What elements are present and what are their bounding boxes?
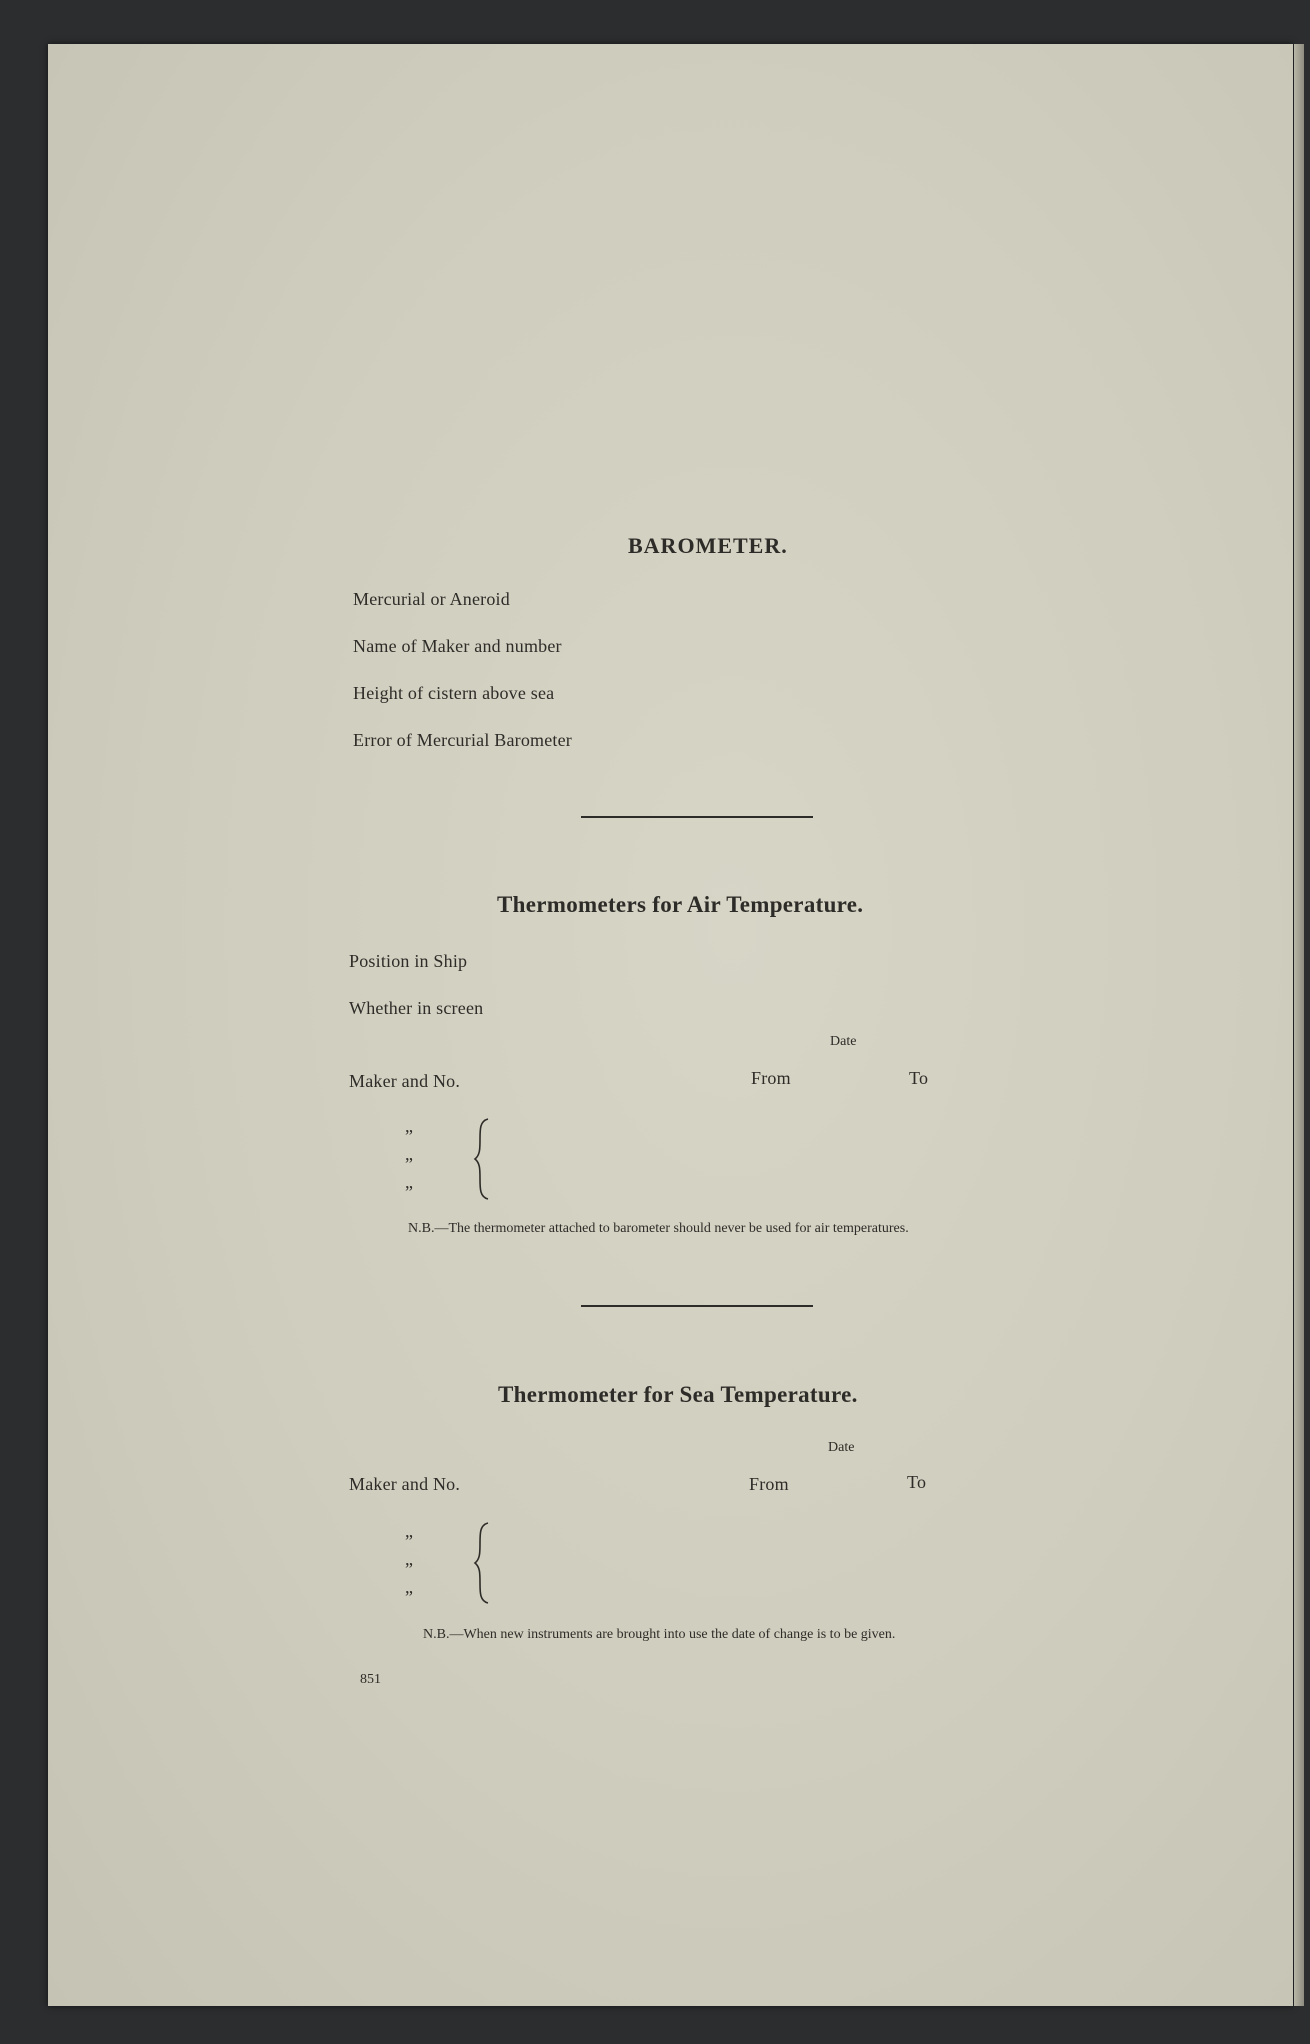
field-maker-and-number: Name of Maker and number xyxy=(353,636,562,656)
sea-from-label: From xyxy=(749,1474,789,1494)
section-divider xyxy=(581,816,813,818)
field-position-in-ship: Position in Ship xyxy=(349,951,468,971)
section-divider xyxy=(581,1305,813,1307)
page-edge xyxy=(1294,44,1304,2006)
air-thermometer-heading: Thermometers for Air Temperature. xyxy=(497,892,864,917)
air-from-label: From xyxy=(751,1068,791,1088)
air-note: N.B.—The thermometer attached to barometer should never be used for air temperatures. xyxy=(408,1221,909,1236)
sea-maker-label: Maker and No. xyxy=(349,1474,461,1494)
sea-thermometer-heading: Thermometer for Sea Temperature. xyxy=(498,1382,858,1407)
field-cistern-height: Height of cistern above sea xyxy=(353,683,555,703)
sea-to-label: To xyxy=(907,1472,927,1492)
air-ditto-3: ” xyxy=(405,1182,413,1202)
air-to-label: To xyxy=(909,1068,929,1088)
air-ditto-2: ” xyxy=(405,1154,413,1174)
air-brace xyxy=(472,1117,494,1201)
sea-ditto-2: ” xyxy=(405,1559,413,1579)
barometer-heading: BAROMETER. xyxy=(628,533,788,558)
air-maker-label: Maker and No. xyxy=(349,1071,461,1091)
sea-note: N.B.—When new instruments are brought into use the date of change is to be given. xyxy=(423,1627,896,1642)
form-page xyxy=(48,44,1293,2006)
air-date-label: Date xyxy=(830,1034,857,1049)
air-ditto-1: ” xyxy=(405,1126,413,1146)
sea-date-label: Date xyxy=(828,1440,855,1455)
field-mercurial-or-aneroid: Mercurial or Aneroid xyxy=(353,589,510,609)
field-whether-in-screen: Whether in screen xyxy=(349,998,484,1018)
sea-ditto-1: ” xyxy=(405,1531,413,1551)
sea-ditto-3: ” xyxy=(405,1587,413,1607)
sea-brace xyxy=(472,1521,494,1605)
page-number: 851 xyxy=(360,1672,381,1687)
field-barometer-error: Error of Mercurial Barometer xyxy=(353,730,572,750)
